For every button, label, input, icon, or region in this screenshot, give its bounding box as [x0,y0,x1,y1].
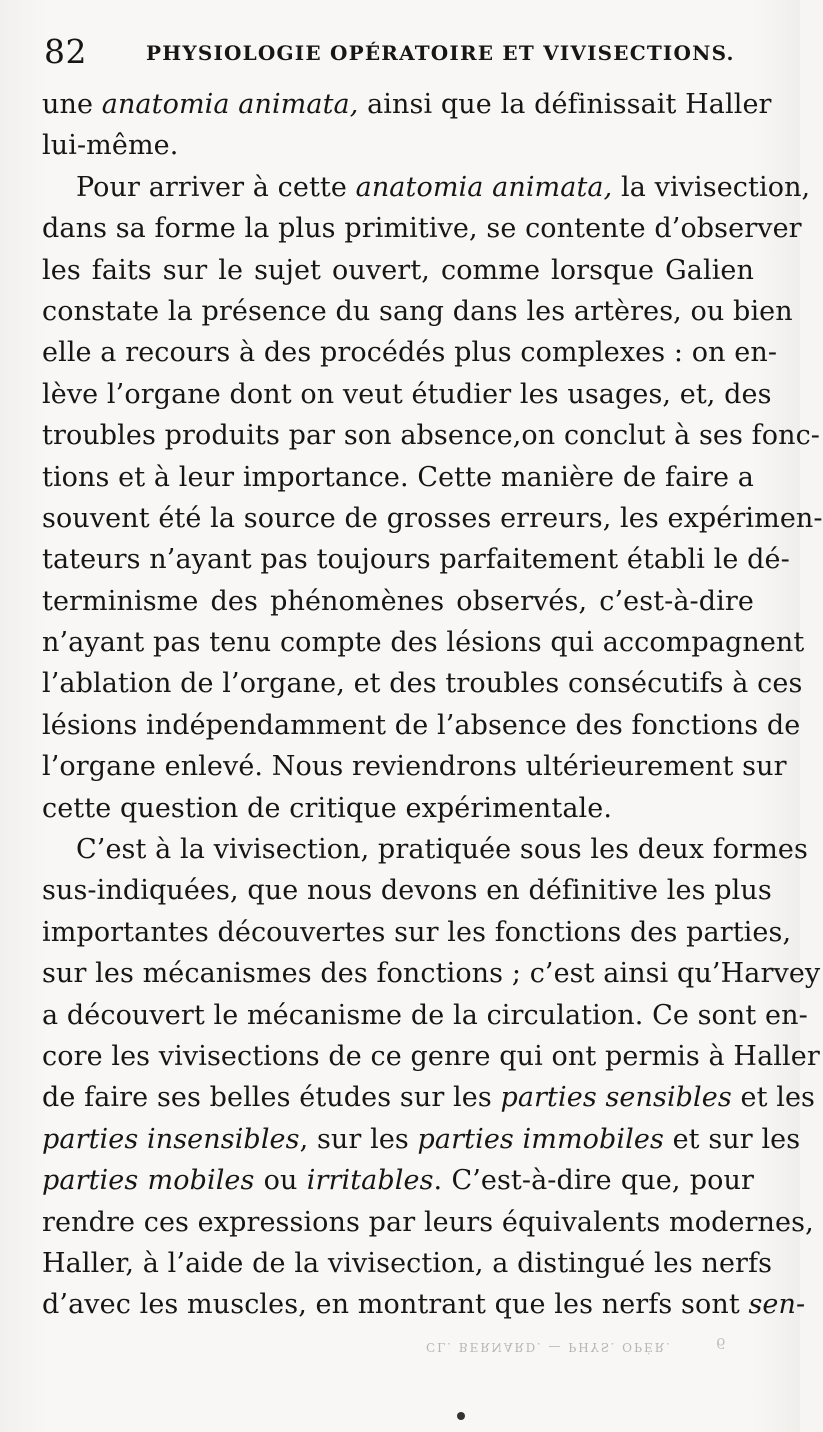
text-line: importantes découvertes sur les fonctions des parties, [42,916,792,948]
text-line: lésions indépendamment de l’absence des fonctions de [42,709,801,741]
text-segment: la vivisection, [612,171,811,203]
text-line: dans sa forme la plus primitive, se contente d’observer [42,213,802,245]
signature-number: 6 [716,1334,726,1352]
text-segment: et les [731,1082,815,1114]
text-segment: ainsi que la définissait Haller [358,89,772,120]
text-line: constate la présence du sang dans les artères, ou bien [42,295,793,327]
text-line: core les vivisections de ce genre qui ont permis à Haller [42,1040,820,1072]
text-line: a découvert le mécanisme de la circulation. Ce sont en- [42,999,808,1031]
text-line: rendre ces expressions par leurs équivalents modernes, [42,1206,814,1238]
signature-mark: CL. BERNARD. — PHYS. OPÉR. [426,1340,672,1354]
text-segment: ou [254,1165,307,1197]
page-number: 82 [44,32,87,71]
text-line: sus-indiquées, que nous devons en définitive les plus [42,875,772,907]
text-segment: une [42,89,102,120]
italic-term: parties mobiles [42,1165,255,1197]
text-segment: , sur les [299,1123,418,1155]
italic-term: parties sensibles [500,1082,732,1114]
body-text [42,84,823,1326]
text-line: sur les mécanismes des fonctions ; c’est ainsi qu’Harvey [42,958,821,990]
text-line: terminisme des phénomènes observés, c’est-à-dire [42,585,754,617]
text-line: Haller, à l’aide de la vivisection, a distingué les nerfs [42,1247,773,1279]
text-segment: de faire ses belles études sur les [42,1082,501,1114]
text-line: lui-même. [42,130,179,162]
italic-term: anatomia animata, [101,89,359,120]
text-line: n’ayant pas tenu compte des lésions qui accompagnent [42,627,805,659]
italic-term: parties immobiles [417,1123,664,1155]
text-line: elle a recours à des procédés plus complexes : on en- [42,337,778,369]
italic-term: irritables [306,1165,434,1197]
text-line: les faits sur le sujet ouvert, comme lorsque Galien [42,254,754,286]
text-line [42,167,811,208]
text-line: cette question de critique expérimentale. [42,792,613,824]
text-line: lève l’organe dont on veut étudier les usages, et, des [42,378,772,410]
italic-term: sen- [748,1289,806,1321]
ink-dot [457,1412,465,1420]
text-line: souvent été la source de grosses erreurs, les expérimen- [42,502,823,534]
text-line: l’ablation de l’organe, et des troubles consécutifs à ces [42,668,803,700]
text-line [42,1119,801,1160]
text-line: l’organe enlevé. Nous reviendrons ultérieurement sur [42,751,787,783]
text-line [42,84,772,125]
text-line: C’est à la vivisection, pratiquée sous les deux formes [76,834,808,866]
italic-term: anatomia animata, [355,171,613,203]
text-segment: et sur les [663,1123,801,1155]
text-line: troubles produits par son absence,on conclut à ses fonc- [42,420,821,452]
text-line: tateurs n’ayant pas toujours parfaitement établi le dé- [42,544,790,576]
running-head [44,28,764,78]
italic-term: parties insensibles [42,1123,300,1155]
running-title: PHYSIOLOGIE OPÉRATOIRE ET VIVISECTIONS. [146,41,735,65]
text-segment: Pour arriver à cette [76,171,356,203]
text-line [42,1077,815,1118]
text-line [42,1284,806,1325]
text-line [42,1160,754,1201]
text-segment: d’avec les muscles, en montrant que les nerfs sont [42,1289,749,1321]
text-line: tions et à leur importance. Cette manière de faire a [42,461,754,493]
text-segment: . C’est-à-dire que, pour [433,1165,755,1197]
